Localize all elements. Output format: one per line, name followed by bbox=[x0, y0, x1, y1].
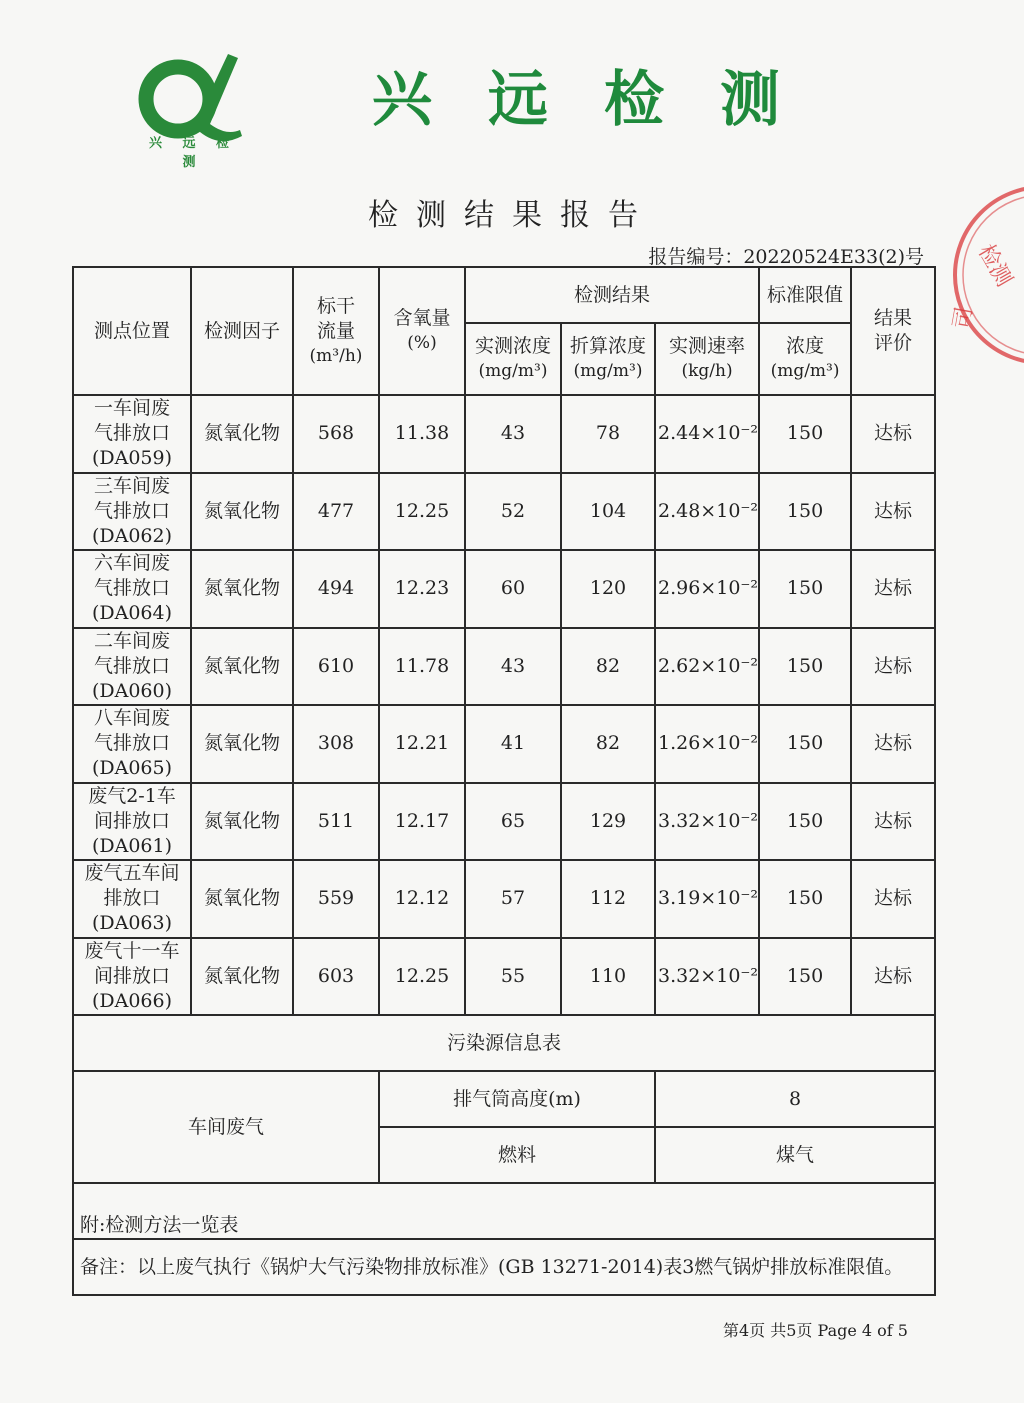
measured-cell: 43 bbox=[465, 395, 561, 473]
converted-cell: 110 bbox=[561, 938, 655, 1016]
location-cell: 三车间废 气排放口 (DA062) bbox=[73, 473, 191, 551]
eval-cell: 达标 bbox=[851, 550, 935, 628]
header-limit-conc: 浓度 (mg/m³) bbox=[759, 323, 851, 395]
table-row bbox=[73, 705, 935, 783]
oxygen-cell: 12.23 bbox=[379, 550, 465, 628]
measured-cell: 43 bbox=[465, 628, 561, 706]
eval-cell: 达标 bbox=[851, 783, 935, 861]
fuel-label: 燃料 bbox=[379, 1127, 655, 1183]
converted-cell: 78 bbox=[561, 395, 655, 473]
rate-cell: 2.48×10⁻² bbox=[655, 473, 759, 551]
flow-cell: 511 bbox=[293, 783, 379, 861]
oxygen-cell: 11.78 bbox=[379, 628, 465, 706]
page-footer: 第4页 共5页 Page 4 of 5 bbox=[722, 1321, 908, 1340]
converted-cell: 82 bbox=[561, 628, 655, 706]
limit-cell: 150 bbox=[759, 473, 851, 551]
eval-cell: 达标 bbox=[851, 628, 935, 706]
flow-cell: 559 bbox=[293, 860, 379, 938]
measured-cell: 57 bbox=[465, 860, 561, 938]
eval-cell: 达标 bbox=[851, 860, 935, 938]
table-row bbox=[73, 395, 935, 473]
flow-cell: 477 bbox=[293, 473, 379, 551]
logo-caption: 兴 远 检 测 bbox=[148, 136, 238, 170]
stack-height-label: 排气筒高度(m) bbox=[379, 1071, 655, 1127]
location-cell: 废气五车间 排放口 (DA063) bbox=[73, 860, 191, 938]
location-cell: 废气十一车 间排放口 (DA066) bbox=[73, 938, 191, 1016]
appendix-note: 附:检测方法一览表 bbox=[73, 1183, 935, 1239]
limit-cell: 150 bbox=[759, 783, 851, 861]
brand-name: 兴远检测 bbox=[372, 65, 836, 135]
remark-note: 备注：以上废气执行《锅炉大气污染物排放标准》(GB 13271-2014)表3燃气锅炉排放标准限值。 bbox=[73, 1239, 935, 1295]
oxygen-cell: 12.17 bbox=[379, 783, 465, 861]
factor-cell: 氮氧化物 bbox=[191, 938, 293, 1016]
table-row bbox=[73, 550, 935, 628]
table-row bbox=[73, 860, 935, 938]
eval-cell: 达标 bbox=[851, 395, 935, 473]
header-oxygen: 含氧量 (%) bbox=[379, 267, 465, 395]
limit-cell: 150 bbox=[759, 628, 851, 706]
rate-cell: 2.62×10⁻² bbox=[655, 628, 759, 706]
flow-cell: 308 bbox=[293, 705, 379, 783]
limit-cell: 150 bbox=[759, 395, 851, 473]
flow-cell: 568 bbox=[293, 395, 379, 473]
table-row bbox=[73, 473, 935, 551]
eval-cell: 达标 bbox=[851, 473, 935, 551]
table-row bbox=[73, 628, 935, 706]
header-converted-conc: 折算浓度 (mg/m³) bbox=[561, 323, 655, 395]
header-limit: 标准限值 bbox=[759, 267, 851, 323]
report-number: 报告编号：20220524E33(2)号 bbox=[648, 246, 924, 268]
header-flow: 标干 流量 (m³/h) bbox=[293, 267, 379, 395]
flow-cell: 610 bbox=[293, 628, 379, 706]
data-rows bbox=[73, 395, 935, 1015]
location-cell: 八车间废 气排放口 (DA065) bbox=[73, 705, 191, 783]
pollution-source: 车间废气 bbox=[73, 1071, 379, 1183]
rate-cell: 3.19×10⁻² bbox=[655, 860, 759, 938]
measured-cell: 65 bbox=[465, 783, 561, 861]
converted-cell: 104 bbox=[561, 473, 655, 551]
header-measured-rate: 实测速率 (kg/h) bbox=[655, 323, 759, 395]
header-results: 检测结果 bbox=[465, 267, 759, 323]
limit-cell: 150 bbox=[759, 938, 851, 1016]
converted-cell: 112 bbox=[561, 860, 655, 938]
measured-cell: 60 bbox=[465, 550, 561, 628]
factor-cell: 氮氧化物 bbox=[191, 550, 293, 628]
table-row bbox=[73, 938, 935, 1016]
header-measured-conc: 实测浓度 (mg/m³) bbox=[465, 323, 561, 395]
flow-cell: 603 bbox=[293, 938, 379, 1016]
measured-cell: 55 bbox=[465, 938, 561, 1016]
seal-stamp-icon bbox=[948, 180, 1024, 380]
factor-cell: 氮氧化物 bbox=[191, 628, 293, 706]
measured-cell: 52 bbox=[465, 473, 561, 551]
factor-cell: 氮氧化物 bbox=[191, 705, 293, 783]
oxygen-cell: 12.21 bbox=[379, 705, 465, 783]
svg-text:检测: 检测 bbox=[972, 240, 1017, 292]
header-eval: 结果 评价 bbox=[851, 267, 935, 395]
factor-cell: 氮氧化物 bbox=[191, 860, 293, 938]
rate-cell: 3.32×10⁻² bbox=[655, 938, 759, 1016]
rate-cell: 1.26×10⁻² bbox=[655, 705, 759, 783]
limit-cell: 150 bbox=[759, 705, 851, 783]
rate-cell: 2.96×10⁻² bbox=[655, 550, 759, 628]
flow-cell: 494 bbox=[293, 550, 379, 628]
converted-cell: 82 bbox=[561, 705, 655, 783]
table-row bbox=[73, 783, 935, 861]
svg-text:司: 司 bbox=[949, 305, 978, 332]
converted-cell: 120 bbox=[561, 550, 655, 628]
results-table bbox=[72, 266, 936, 1296]
oxygen-cell: 12.25 bbox=[379, 938, 465, 1016]
measured-cell: 41 bbox=[465, 705, 561, 783]
converted-cell: 129 bbox=[561, 783, 655, 861]
location-cell: 二车间废 气排放口 (DA060) bbox=[73, 628, 191, 706]
rate-cell: 2.44×10⁻² bbox=[655, 395, 759, 473]
header-location: 测点位置 bbox=[73, 267, 191, 395]
factor-cell: 氮氧化物 bbox=[191, 783, 293, 861]
rate-cell: 3.32×10⁻² bbox=[655, 783, 759, 861]
oxygen-cell: 11.38 bbox=[379, 395, 465, 473]
eval-cell: 达标 bbox=[851, 705, 935, 783]
page-title: 检测结果报告 bbox=[368, 198, 656, 233]
stack-height-value: 8 bbox=[655, 1071, 935, 1127]
oxygen-cell: 12.12 bbox=[379, 860, 465, 938]
eval-cell: 达标 bbox=[851, 938, 935, 1016]
limit-cell: 150 bbox=[759, 550, 851, 628]
factor-cell: 氮氧化物 bbox=[191, 395, 293, 473]
fuel-value: 煤气 bbox=[655, 1127, 935, 1183]
pollution-title: 污染源信息表 bbox=[73, 1015, 935, 1071]
location-cell: 一车间废 气排放口 (DA059) bbox=[73, 395, 191, 473]
limit-cell: 150 bbox=[759, 860, 851, 938]
location-cell: 六车间废 气排放口 (DA064) bbox=[73, 550, 191, 628]
oxygen-cell: 12.25 bbox=[379, 473, 465, 551]
header-factor: 检测因子 bbox=[191, 267, 293, 395]
location-cell: 废气2-1车 间排放口 (DA061) bbox=[73, 783, 191, 861]
factor-cell: 氮氧化物 bbox=[191, 473, 293, 551]
